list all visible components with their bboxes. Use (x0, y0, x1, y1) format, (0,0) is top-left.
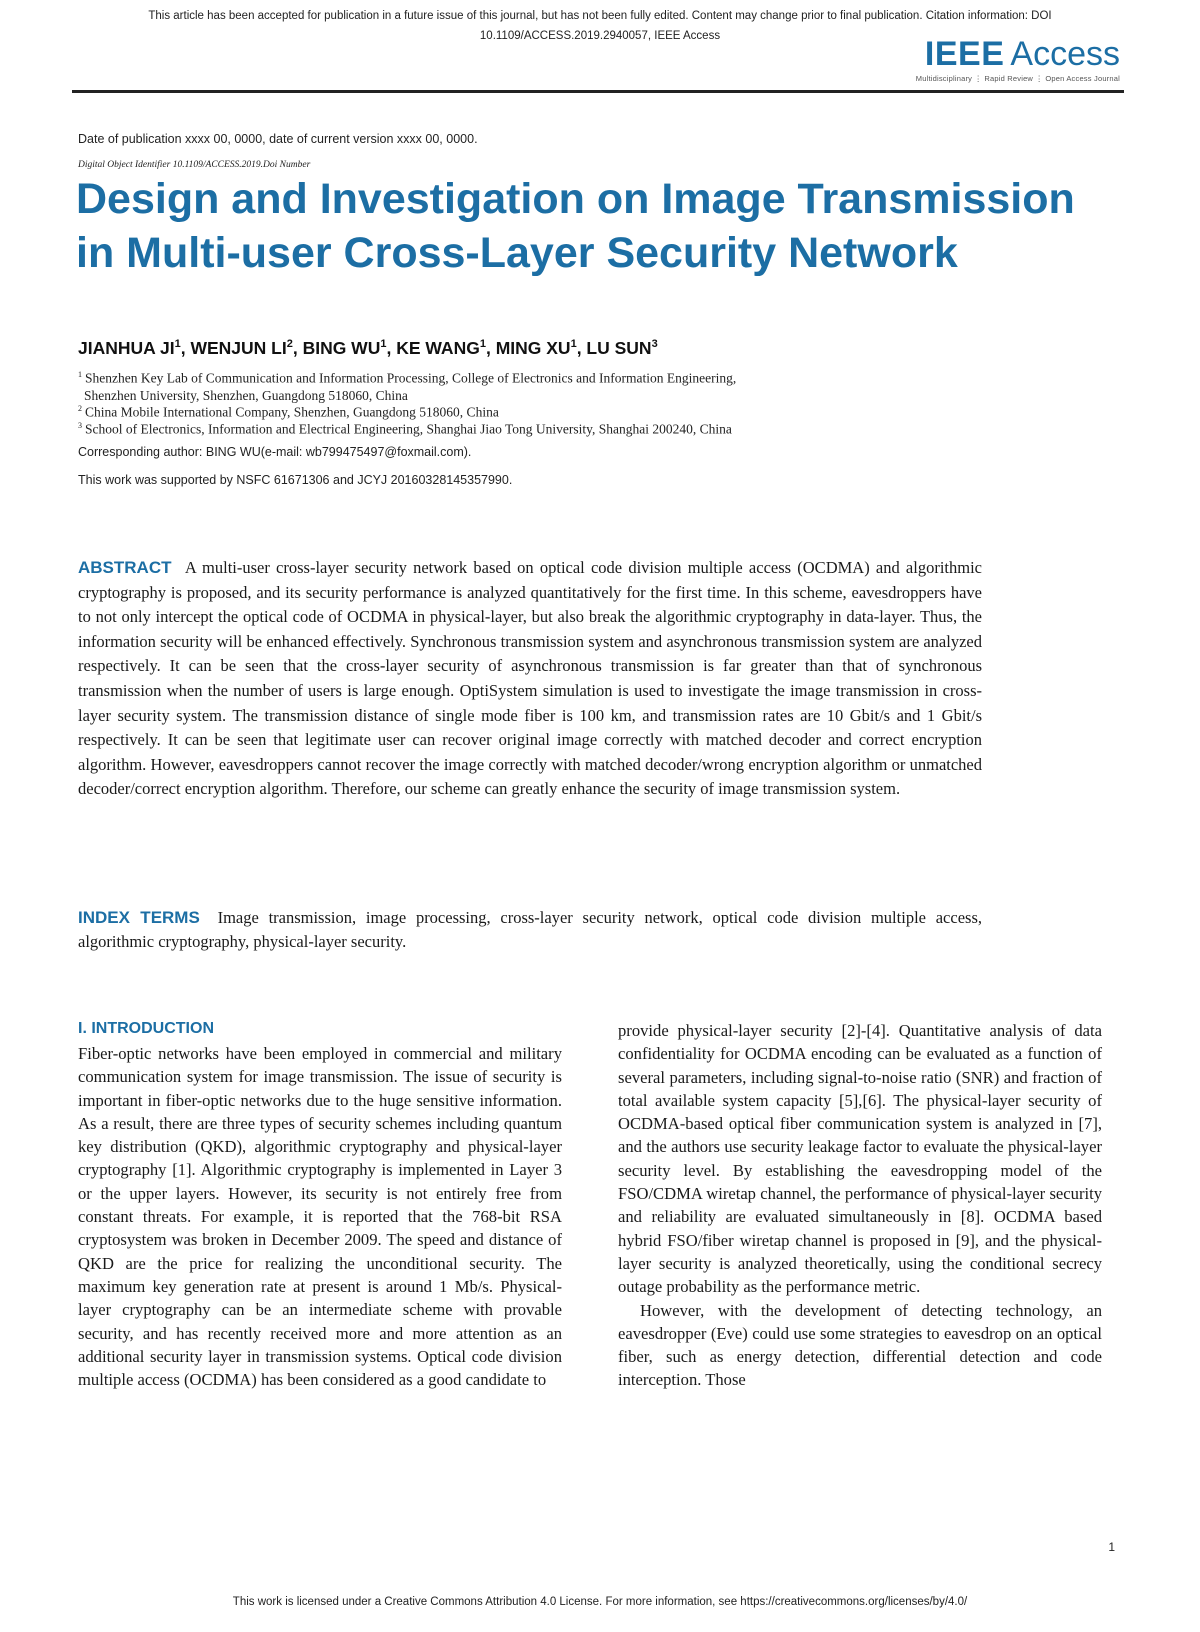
author-name: KE WANG (396, 338, 480, 358)
paper-title: Design and Investigation on Image Transmission in Multi-user Cross-Layer Security Network (76, 175, 1075, 277)
logo-ieee: IEEE (924, 35, 1005, 73)
author-affiliation-mark: 1 (479, 338, 486, 351)
author-name: MING XU (495, 338, 571, 358)
author-affiliation-mark: 1 (174, 338, 181, 351)
affiliation-mark: 2 (78, 404, 82, 413)
affiliation-text: Shenzhen Key Lab of Communication and Information Processing, College of Electronics and Information Engineering, (85, 370, 737, 386)
index-terms-text: Image transmission, image processing, cross-layer security network, optical code division multiple access, algorithmic cryptography, physical-layer security. (78, 908, 982, 951)
affiliation-mark: 1 (78, 370, 82, 379)
author-name: LU SUN (586, 338, 652, 358)
intro-left-column: Fiber-optic networks have been employed in commercial and military communication system for image transmission. The issue of security is important in fiber-optic networks due to the huge sensitive information. As a result, there are three types of security schemes including quantum key distribution (QKD), algorithmic cryptography and physical-layer cryptography [1]. Algorithmic cryptography is implemented in Layer 3 or the upper layers. However, its security is not entirely free from constant threats. For example, it is reported that the 768-bit RSA cryptosystem was broken in December 2009. The speed and distance of QKD are the price for realizing the unconditional security. The maximum key generation rate at present is around 1 Mb/s. Physical-layer cryptography can be an intermediate scheme with provable security, and has recently received more and more attention as an additional security layer in transmission systems. Optical code division multiple access (OCDMA) has been considered as a good candidate to (78, 1044, 562, 1390)
logo-tagline: Multidisciplinary ⋮ Rapid Review ⋮ Open Access Journal (915, 74, 1120, 83)
license-footer: This work is licensed under a Creative Commons Attribution 4.0 License. For more information, see https://creativecommons.org/licenses/by/4.0/ (232, 1596, 968, 1608)
index-terms-heading: INDEX TERMS (78, 908, 200, 927)
page-number: 1 (1108, 1540, 1115, 1554)
affiliation-text: China Mobile International Company, Shenzhen, Guangdong 518060, China (85, 404, 499, 420)
logo-access: Access (1010, 35, 1120, 73)
author-affiliation-mark: 1 (570, 338, 577, 351)
affiliation-text: School of Electronics, Information and Electrical Engineering, Shanghai Jiao Tong University, Shanghai 200240, China (85, 421, 732, 437)
affiliation-1 (78, 366, 1078, 404)
abstract-text: A multi-user cross-layer security network based on optical code division multiple access (OCDMA) and algorithmic cryptography is proposed, and its security performance is analyzed quantitatively for the first time. In this scheme, eavesdroppers have to not only intercept the optical code of OCDMA in physical-layer, but also break the algorithmic cryptography in data-layer. Thus, the information security will be enhanced effectively. Synchronous transmission system and asynchronous transmission system are analyzed respectively. It can be seen that the cross-layer security of asynchronous transmission is far greater than that of synchronous transmission when the number of users is large enough. OptiSystem simulation is used to investigate the image transmission in cross-layer security system. The transmission distance of single mode fiber is 100 km, and transmission rates are 10 Gbit/s and 1 Gbit/s respectively. It can be seen that legitimate user can recover original image correctly with matched decoder and correct encryption algorithm. However, eavesdroppers cannot recover the image correctly with matched decoder/wrong encryption algorithm or unmatched decoder/correct encryption algorithm. Therefore, our scheme can greatly enhance the security of image transmission system. (78, 558, 982, 799)
affiliation-mark: 3 (78, 421, 82, 430)
affiliation-3 (78, 417, 1078, 438)
publication-date: Date of publication xxxx 00, 0000, date of current version xxxx 00, 0000. (78, 132, 478, 146)
journal-logo (916, 34, 1120, 83)
intro-right-column (618, 1019, 1102, 1392)
author-affiliation-mark: 3 (651, 338, 658, 351)
author-affiliation-mark: 1 (380, 338, 387, 351)
funding-text: This work was supported by NSFC 61671306 and JCYJ 20160328145357990. (78, 473, 513, 487)
author-list: JIANHUA $JI^1$, WENJUN $LI^2$, BING $WU^1$, KE WANG$^1$, MING $XU^1$, LU SUN$^3$ (78, 338, 658, 358)
affiliation-text: Shenzhen University, Shenzhen, Guangdong 518060, China (84, 387, 408, 403)
funding-note (78, 473, 512, 487)
section-heading: I. INTRODUCTION (78, 1020, 214, 1037)
doi-line: Digital Object Identifier 10.1109/ACCESS.2019.Doi Number (78, 160, 311, 170)
author-name: JIANHUA JI (78, 338, 175, 358)
notice-line-1: This article has been accepted for publication in a future issue of this journal, but has not been fully edited. Content may change prior to final publication. Citation information: DOI (148, 10, 1052, 22)
corresponding-author-text: Corresponding author: BING WU(e-mail: wb799475497@foxmail.com). (78, 445, 472, 459)
author-affiliation-mark: 2 (286, 338, 293, 351)
corresponding-author (78, 445, 471, 459)
intro-paragraph: However, with the development of detecting technology, an eavesdropper (Eve) could use some strategies to eavesdrop on an optical fiber, such as energy detection, differential detection and code interception. Those (618, 1300, 1102, 1390)
author-name: WENJUN LI (190, 338, 287, 358)
author-name: BING WU (302, 338, 381, 358)
abstract (78, 556, 982, 802)
intro-paragraph: provide physical-layer security [2]-[4]. Quantitative analysis of data confidentiality for OCDMA encoding can be evaluated as a function of several parameters, including signal-to-noise ratio (SNR) and fraction of total available system capacity [5],[6]. The physical-layer security of OCDMA-based optical fiber communication system is analyzed in [7], and the authors use security leakage factor to evaluate the physical-layer security level. By establishing the eavesdropping model of the FSO/CDMA wiretap channel, the performance of physical-layer security and reliability are evaluated simultaneously in [8]. OCDMA based hybrid FSO/fiber wiretap channel is proposed in [9], and the physical-layer security is analyzed theoretically, using the conditional secrecy outage probability as the performance metric. (618, 1021, 1102, 1297)
abstract-heading: ABSTRACT (78, 558, 172, 577)
header-divider (72, 90, 1124, 93)
notice-line-2: 10.1109/ACCESS.2019.2940057, IEEE Access (479, 30, 721, 42)
index-terms (78, 906, 982, 953)
